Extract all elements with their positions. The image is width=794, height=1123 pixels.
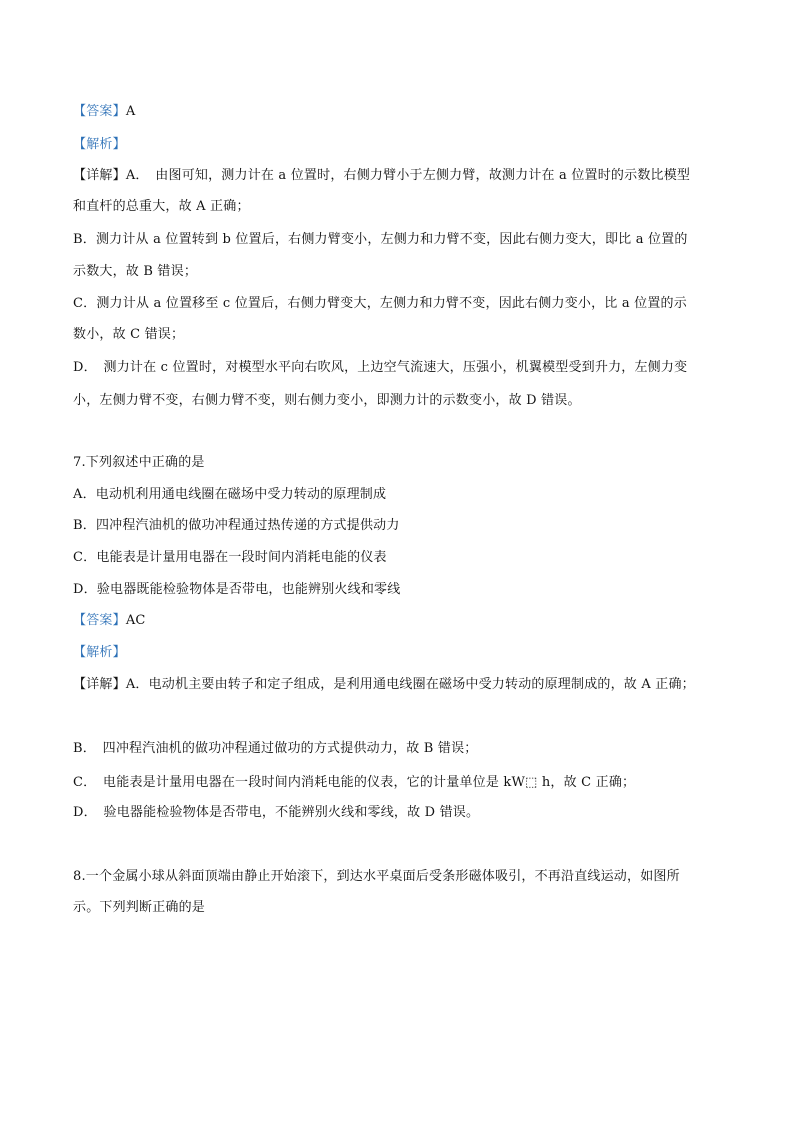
q7-answer-line (73, 613, 728, 629)
q7-answer-value: AC (125, 613, 146, 628)
detail-tag: 【详解】 (73, 677, 126, 692)
q7-detail-c: C． 电能表是计量用电器在一段时间内消耗电能的仪表，它的计量单位是 kW⬚ h，故 C 正确； (73, 775, 636, 790)
q7-detail-b: B． 四冲程汽油机的做功冲程通过做功的方式提供动力，故 B 错误； (73, 741, 478, 756)
q7-detail-d: D． 验电器能检验物体是否带电，不能辨别火线和零线，故 D 错误。 (73, 805, 480, 820)
q7-analysis-tag: 【解析】 (73, 645, 126, 660)
q6-option-d-line1: D． 测力计在 c 位置时，对模型水平向右吹风，上边空气流速大，压强小，机翼模型受到升力，左侧力变 (73, 360, 688, 375)
q6-option-c-line2: 数小，故 C 错误； (73, 327, 185, 342)
answer-tag: 【答案】 (73, 104, 126, 119)
q7-option-b: B．四冲程汽油机的做功冲程通过热传递的方式提供动力 (73, 518, 400, 533)
q7-stem: 7.下列叙述中正确的是 (73, 455, 205, 470)
q7-detail-a-text: A．电动机主要由转子和定子组成，是利用通电线圈在磁场中受力转动的原理制成的，故 A 正确； (125, 677, 695, 692)
q7-option-a: A．电动机利用通电线圈在磁场中受力转动的原理制成 (73, 487, 387, 502)
q6-option-c-line1: C．测力计从 a 位置移至 c 位置后，右侧力臂变大，左侧力和力臂不变，因此右侧力变小，比 a 位置的示 (73, 296, 687, 311)
q7-option-c: C．电能表是计量用电器在一段时间内消耗电能的仪表 (73, 550, 387, 565)
answer-tag: 【答案】 (73, 613, 126, 628)
q7-detail-a (73, 677, 728, 693)
q6-detail-line1 (73, 168, 728, 184)
q7-option-d: D．验电器既能检验物体是否带电，也能辨别火线和零线 (73, 582, 401, 597)
q6-option-b-line1: B．测力计从 a 位置转到 b 位置后，右侧力臂变小，左侧力和力臂不变，因此右侧力变大，即比 a 位置的 (73, 232, 688, 247)
q6-answer-line (73, 104, 728, 120)
q6-option-b-line2: 示数大，故 B 错误； (73, 264, 198, 279)
detail-tag: 【详解】 (73, 168, 126, 183)
q6-option-d-line2: 小，左侧力臂不变，右侧力臂不变，则右侧力变小，即测力计的示数变小，故 D 错误。 (73, 393, 581, 408)
q6-detail-line2: 和直杆的总重大，故 A 正确； (73, 199, 250, 214)
q6-analysis-tag: 【解析】 (73, 137, 126, 152)
q6-answer-value: A (125, 104, 136, 119)
q6-detail-text: A． 由图可知，测力计在 a 位置时，右侧力臂小于左侧力臂，故测力计在 a 位置时的示数比模型 (125, 168, 691, 183)
q8-stem-line1: 8.一个金属小球从斜面顶端由静止开始滚下，到达水平桌面后受条形磁体吸引，不再沿直线运动，如图所 (73, 869, 680, 884)
q8-stem-line2: 示。下列判断正确的是 (73, 900, 206, 915)
